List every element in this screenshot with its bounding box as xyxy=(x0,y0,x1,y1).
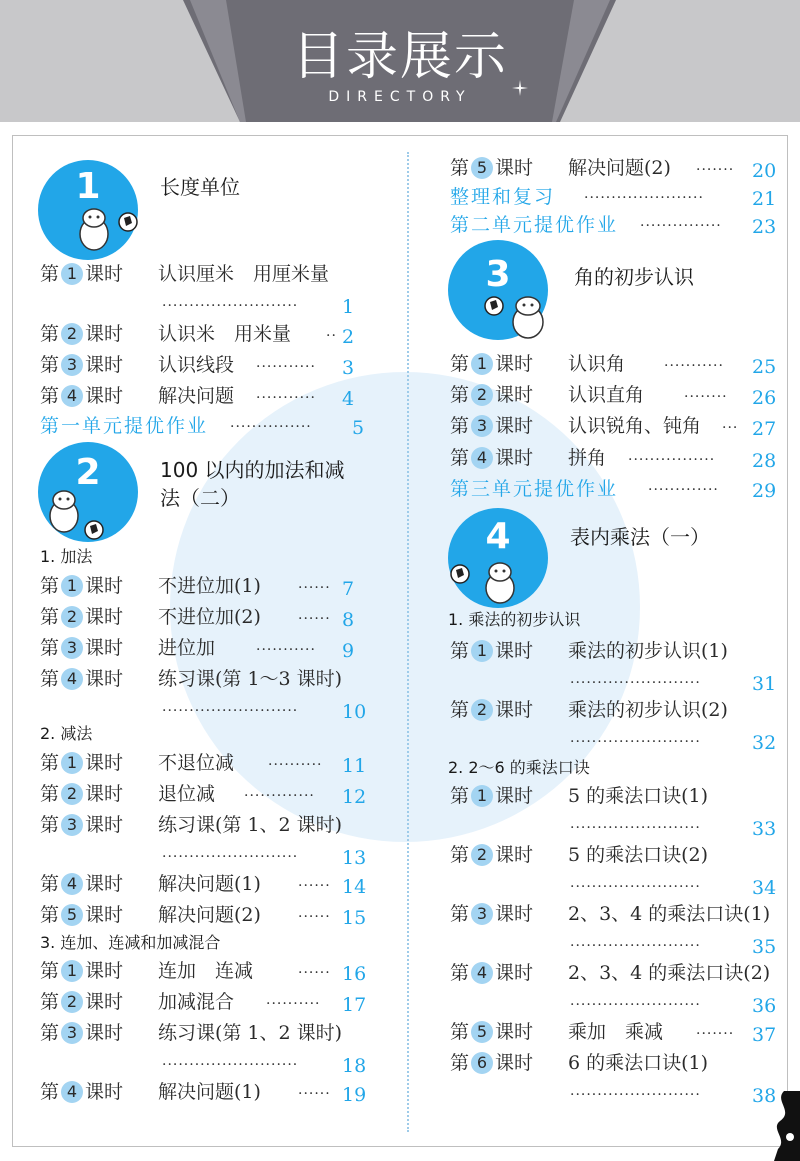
page-number[interactable]: 29 xyxy=(752,480,777,502)
lesson-prefix: 第 xyxy=(40,263,60,285)
leader-dots: ·········· xyxy=(266,996,321,1012)
toc-entry[interactable] xyxy=(40,605,123,629)
lesson-title: 不进位加(2) xyxy=(158,606,261,628)
lesson-suffix: 课时 xyxy=(85,323,124,345)
lesson-title: 加减混合 xyxy=(158,991,235,1013)
lesson-number-badge: 1 xyxy=(471,353,493,375)
lesson-number-badge: 2 xyxy=(61,783,83,805)
lesson-suffix: 课时 xyxy=(495,962,534,984)
toc-entry[interactable] xyxy=(450,961,533,985)
lesson-prefix: 第 xyxy=(40,904,60,926)
leader-dots: ············· xyxy=(244,788,315,804)
toc-entry[interactable] xyxy=(450,1051,533,1075)
lesson-prefix: 第 xyxy=(40,814,60,836)
toc-entry[interactable] xyxy=(40,903,123,927)
toc-entry[interactable] xyxy=(40,262,123,286)
toc-entry[interactable] xyxy=(450,902,533,926)
lesson-suffix: 课时 xyxy=(495,785,534,807)
lesson-title: 不退位减 xyxy=(158,752,235,774)
lesson-number-badge: 5 xyxy=(61,904,83,926)
leader-dots: ················ xyxy=(628,452,716,468)
lesson-suffix: 课时 xyxy=(85,1022,124,1044)
toc-entry[interactable] xyxy=(40,384,123,408)
lesson-suffix: 课时 xyxy=(495,640,534,662)
lesson-number-badge: 2 xyxy=(471,699,493,721)
leader-dots: ························ xyxy=(570,879,701,895)
page-number[interactable]: 13 xyxy=(342,847,367,869)
section-header: 2. 2～6 的乘法口诀 xyxy=(448,758,590,777)
toc-entry[interactable] xyxy=(40,353,123,377)
lesson-prefix: 第 xyxy=(40,575,60,597)
lesson-number-badge: 1 xyxy=(61,575,83,597)
lesson-suffix: 课时 xyxy=(495,384,534,406)
lesson-suffix: 课时 xyxy=(85,1081,124,1103)
page-number[interactable]: 1 xyxy=(342,296,355,318)
toc-entry[interactable] xyxy=(40,667,123,691)
page-number[interactable]: 12 xyxy=(342,786,367,808)
corner-mascot-icon xyxy=(764,1091,800,1161)
lesson-prefix: 第 xyxy=(40,1081,60,1103)
unit-2-title: 100 以内的加法和减 xyxy=(160,458,345,482)
lesson-suffix: 课时 xyxy=(85,873,124,895)
page-number[interactable]: 35 xyxy=(752,936,777,958)
page-number[interactable]: 8 xyxy=(342,609,355,631)
leader-dots: ························ xyxy=(570,938,701,954)
lesson-suffix: 课时 xyxy=(85,263,124,285)
lesson-title: 2、3、4 的乘法口诀(1) xyxy=(568,903,771,925)
lesson-suffix: 课时 xyxy=(495,353,534,375)
toc-entry[interactable] xyxy=(40,1080,123,1104)
page-number[interactable]: 10 xyxy=(342,701,367,723)
lesson-number-badge: 1 xyxy=(61,752,83,774)
leader-dots: ························ xyxy=(570,734,701,750)
leader-dots: ······· xyxy=(696,1026,735,1042)
leader-dots: ························· xyxy=(162,298,299,314)
leader-dots: ························ xyxy=(570,997,701,1013)
lesson-title: 练习课(第 1、2 课时) xyxy=(158,1022,343,1044)
lesson-suffix: 课时 xyxy=(85,668,124,690)
lesson-suffix: 课时 xyxy=(495,157,534,179)
lesson-suffix: 课时 xyxy=(495,415,534,437)
lesson-suffix: 课时 xyxy=(85,637,124,659)
page-number[interactable]: 15 xyxy=(342,907,367,929)
lesson-suffix: 课时 xyxy=(85,752,124,774)
dinosaur-mascot-icon xyxy=(448,552,528,610)
lesson-suffix: 课时 xyxy=(85,354,124,376)
unit-1-title: 长度单位 xyxy=(160,175,240,199)
lesson-title: 进位加 xyxy=(158,637,216,659)
section-header: 2. 减法 xyxy=(40,724,93,743)
lesson-prefix: 第 xyxy=(40,1022,60,1044)
section-header: 1. 加法 xyxy=(40,547,93,566)
leader-dots: ························· xyxy=(162,849,299,865)
unit-1-number: 1 xyxy=(75,166,101,207)
leader-dots: ························· xyxy=(162,703,299,719)
lesson-number-badge: 2 xyxy=(61,991,83,1013)
lesson-number-badge: 1 xyxy=(471,640,493,662)
unit-4-number: 4 xyxy=(485,516,511,557)
lesson-number-badge: 4 xyxy=(61,1081,83,1103)
page-title: 目录展示 xyxy=(291,27,508,87)
lesson-title: 认识直角 xyxy=(568,384,645,406)
unit-3-title: 角的初步认识 xyxy=(574,265,694,289)
lesson-prefix: 第 xyxy=(40,991,60,1013)
toc-entry[interactable] xyxy=(450,784,533,808)
page-number[interactable]: 9 xyxy=(342,640,355,662)
toc-entry[interactable] xyxy=(450,698,533,722)
lesson-number-badge: 4 xyxy=(61,385,83,407)
toc-entry[interactable] xyxy=(40,813,123,837)
lesson-number-badge: 4 xyxy=(61,873,83,895)
leader-dots: ························ xyxy=(570,675,701,691)
lesson-suffix: 课时 xyxy=(85,960,124,982)
leader-dots: ··· xyxy=(722,420,739,436)
page-number[interactable]: 21 xyxy=(752,188,777,210)
lesson-number-badge: 3 xyxy=(471,903,493,925)
lesson-prefix: 第 xyxy=(450,1052,470,1074)
toc-entry[interactable] xyxy=(450,843,533,867)
lesson-number-badge: 4 xyxy=(471,447,493,469)
lesson-number-badge: 6 xyxy=(471,1052,493,1074)
leader-dots: ··········· xyxy=(256,642,316,658)
leader-dots: ··········· xyxy=(664,358,724,374)
toc-entry[interactable] xyxy=(40,574,123,598)
lesson-title: 解决问题(1) xyxy=(158,1081,261,1103)
leader-dots: ··········· xyxy=(256,359,316,375)
leader-dots: ······ xyxy=(298,611,331,627)
lesson-number-badge: 2 xyxy=(61,323,83,345)
lesson-prefix: 第 xyxy=(40,783,60,805)
leader-dots: ··········· xyxy=(256,390,316,406)
lesson-suffix: 课时 xyxy=(495,844,534,866)
lesson-title: 乘法的初步认识(1) xyxy=(568,640,728,662)
leader-dots: ························· xyxy=(162,1057,299,1073)
leader-dots: ······ xyxy=(298,965,331,981)
toc-entry[interactable] xyxy=(450,156,533,180)
lesson-number-badge: 3 xyxy=(61,354,83,376)
lesson-prefix: 第 xyxy=(40,385,60,407)
lesson-title: 练习课(第 1～3 课时) xyxy=(158,668,343,690)
lesson-prefix: 第 xyxy=(40,752,60,774)
lesson-suffix: 课时 xyxy=(85,385,124,407)
lesson-suffix: 课时 xyxy=(85,783,124,805)
lesson-number-badge: 4 xyxy=(471,962,493,984)
lesson-number-badge: 3 xyxy=(61,637,83,659)
page-number[interactable]: 16 xyxy=(342,963,367,985)
lesson-number-badge: 2 xyxy=(61,606,83,628)
toc-entry[interactable] xyxy=(40,322,123,346)
page-number[interactable]: 31 xyxy=(752,673,777,695)
toc-entry[interactable] xyxy=(40,990,123,1014)
leader-dots: ······ xyxy=(298,878,331,894)
lesson-title: 解决问题(1) xyxy=(158,873,261,895)
unit-review-link[interactable]: 第一单元提优作业 xyxy=(40,415,209,437)
page-number[interactable]: 26 xyxy=(752,387,777,409)
lesson-title: 认识厘米 用厘米量 xyxy=(158,263,330,285)
lesson-title: 解决问题(2) xyxy=(158,904,261,926)
lesson-title: 2、3、4 的乘法口诀(2) xyxy=(568,962,771,984)
toc-entry[interactable] xyxy=(40,751,123,775)
lesson-title: 认识线段 xyxy=(158,354,235,376)
page-number[interactable]: 11 xyxy=(342,755,367,777)
sparkle-icon xyxy=(512,80,528,96)
leader-dots: ·········· xyxy=(268,757,323,773)
toc-entry[interactable] xyxy=(40,959,123,983)
page-number[interactable]: 37 xyxy=(752,1024,777,1046)
lesson-number-badge: 1 xyxy=(61,263,83,285)
lesson-suffix: 课时 xyxy=(495,699,534,721)
page-number[interactable]: 34 xyxy=(752,877,777,899)
lesson-suffix: 课时 xyxy=(85,575,124,597)
leader-dots: ············· xyxy=(648,482,719,498)
lesson-prefix: 第 xyxy=(450,384,470,406)
lesson-suffix: 课时 xyxy=(495,903,534,925)
unit-review-link[interactable]: 第二单元提优作业 xyxy=(450,214,619,236)
lesson-prefix: 第 xyxy=(40,637,60,659)
leader-dots: ······ xyxy=(298,1086,331,1102)
toc-entry[interactable] xyxy=(450,1020,533,1044)
toc-entry[interactable] xyxy=(450,414,533,438)
lesson-title: 解决问题(2) xyxy=(568,157,671,179)
lesson-title: 拼角 xyxy=(568,447,607,469)
page-number[interactable]: 5 xyxy=(352,417,365,439)
lesson-suffix: 课时 xyxy=(495,1052,534,1074)
leader-dots: ········ xyxy=(684,389,728,405)
lesson-title: 认识锐角、钝角 xyxy=(568,415,702,437)
lesson-prefix: 第 xyxy=(450,640,470,662)
lesson-prefix: 第 xyxy=(450,1021,470,1043)
unit-3-number: 3 xyxy=(485,254,511,295)
lesson-suffix: 课时 xyxy=(85,991,124,1013)
lesson-title: 不进位加(1) xyxy=(158,575,261,597)
page-number[interactable]: 32 xyxy=(752,732,777,754)
lesson-title: 5 的乘法口诀(1) xyxy=(568,785,709,807)
leader-dots: ······ xyxy=(298,580,331,596)
page-number[interactable]: 36 xyxy=(752,995,777,1017)
lesson-prefix: 第 xyxy=(450,903,470,925)
page-subtitle: DIRECTORY xyxy=(328,89,472,105)
lesson-title: 练习课(第 1、2 课时) xyxy=(158,814,343,836)
toc-entry[interactable] xyxy=(450,383,533,407)
lesson-number-badge: 1 xyxy=(471,785,493,807)
leader-dots: ······················ xyxy=(584,190,704,206)
dinosaur-mascot-icon xyxy=(38,484,108,540)
unit-2-number: 2 xyxy=(75,452,101,493)
toc-entry[interactable] xyxy=(40,872,123,896)
leader-dots: ······· xyxy=(696,162,735,178)
page-number[interactable]: 19 xyxy=(342,1084,367,1106)
unit-review-link[interactable]: 整理和复习 xyxy=(450,186,556,208)
toc-entry[interactable] xyxy=(450,446,533,470)
page-number[interactable]: 3 xyxy=(342,357,355,379)
lesson-number-badge: 1 xyxy=(61,960,83,982)
toc-entry[interactable] xyxy=(40,636,123,660)
lesson-prefix: 第 xyxy=(450,447,470,469)
leader-dots: ························ xyxy=(570,820,701,836)
lesson-prefix: 第 xyxy=(40,606,60,628)
section-header: 3. 连加、连减和加减混合 xyxy=(40,933,221,952)
column-divider xyxy=(407,152,409,1132)
toc-entry[interactable] xyxy=(40,1021,123,1045)
page-number[interactable]: 4 xyxy=(342,388,355,410)
lesson-prefix: 第 xyxy=(40,960,60,982)
leader-dots: ······ xyxy=(298,909,331,925)
lesson-prefix: 第 xyxy=(450,353,470,375)
leader-dots: ························ xyxy=(570,1087,701,1103)
page-number[interactable]: 23 xyxy=(752,216,777,238)
lesson-number-badge: 5 xyxy=(471,1021,493,1043)
section-header: 1. 乘法的初步认识 xyxy=(448,610,581,629)
toc-entry[interactable] xyxy=(450,639,533,663)
page-number[interactable]: 17 xyxy=(342,994,367,1016)
lesson-prefix: 第 xyxy=(450,157,470,179)
page-number[interactable]: 14 xyxy=(342,876,367,898)
lesson-title: 认识米 用米量 xyxy=(158,323,292,345)
dinosaur-mascot-icon xyxy=(72,204,142,256)
page-number[interactable]: 20 xyxy=(752,160,777,182)
page-number[interactable]: 2 xyxy=(342,326,355,348)
lesson-prefix: 第 xyxy=(40,873,60,895)
lesson-prefix: 第 xyxy=(450,415,470,437)
page-number[interactable]: 7 xyxy=(342,578,355,600)
lesson-number-badge: 3 xyxy=(471,415,493,437)
page-number[interactable]: 28 xyxy=(752,450,777,472)
leader-dots: ··············· xyxy=(230,419,312,435)
lesson-prefix: 第 xyxy=(450,844,470,866)
lesson-title: 6 的乘法口诀(1) xyxy=(568,1052,709,1074)
page-number[interactable]: 33 xyxy=(752,818,777,840)
unit-review-link[interactable]: 第三单元提优作业 xyxy=(450,478,619,500)
leader-dots: ·· xyxy=(326,328,337,344)
lesson-suffix: 课时 xyxy=(495,447,534,469)
lesson-number-badge: 4 xyxy=(61,668,83,690)
lesson-number-badge: 3 xyxy=(61,814,83,836)
lesson-prefix: 第 xyxy=(40,668,60,690)
lesson-prefix: 第 xyxy=(40,354,60,376)
lesson-suffix: 课时 xyxy=(495,1021,534,1043)
lesson-title: 连加 连减 xyxy=(158,960,254,982)
lesson-suffix: 课时 xyxy=(85,606,124,628)
page-number[interactable]: 18 xyxy=(342,1055,367,1077)
lesson-prefix: 第 xyxy=(450,699,470,721)
lesson-prefix: 第 xyxy=(450,785,470,807)
lesson-suffix: 课时 xyxy=(85,904,124,926)
lesson-number-badge: 5 xyxy=(471,157,493,179)
lesson-title: 5 的乘法口诀(2) xyxy=(568,844,709,866)
page-number[interactable]: 27 xyxy=(752,418,777,440)
lesson-title: 乘法的初步认识(2) xyxy=(568,699,728,721)
lesson-number-badge: 2 xyxy=(471,384,493,406)
lesson-title: 退位减 xyxy=(158,783,216,805)
unit-2-title-line2: 法（二） xyxy=(160,486,240,510)
lesson-number-badge: 3 xyxy=(61,1022,83,1044)
dinosaur-mascot-icon xyxy=(480,288,560,346)
lesson-title: 乘加 乘减 xyxy=(568,1021,664,1043)
unit-4-title: 表内乘法（一） xyxy=(570,525,710,549)
lesson-suffix: 课时 xyxy=(85,814,124,836)
lesson-number-badge: 2 xyxy=(471,844,493,866)
page-number[interactable]: 38 xyxy=(752,1085,777,1107)
lesson-title: 认识角 xyxy=(568,353,626,375)
leader-dots: ··············· xyxy=(640,218,722,234)
lesson-title: 解决问题 xyxy=(158,385,235,407)
toc-entry[interactable] xyxy=(40,782,123,806)
lesson-prefix: 第 xyxy=(450,962,470,984)
lesson-prefix: 第 xyxy=(40,323,60,345)
toc-entry[interactable] xyxy=(450,352,533,376)
page-number[interactable]: 25 xyxy=(752,356,777,378)
